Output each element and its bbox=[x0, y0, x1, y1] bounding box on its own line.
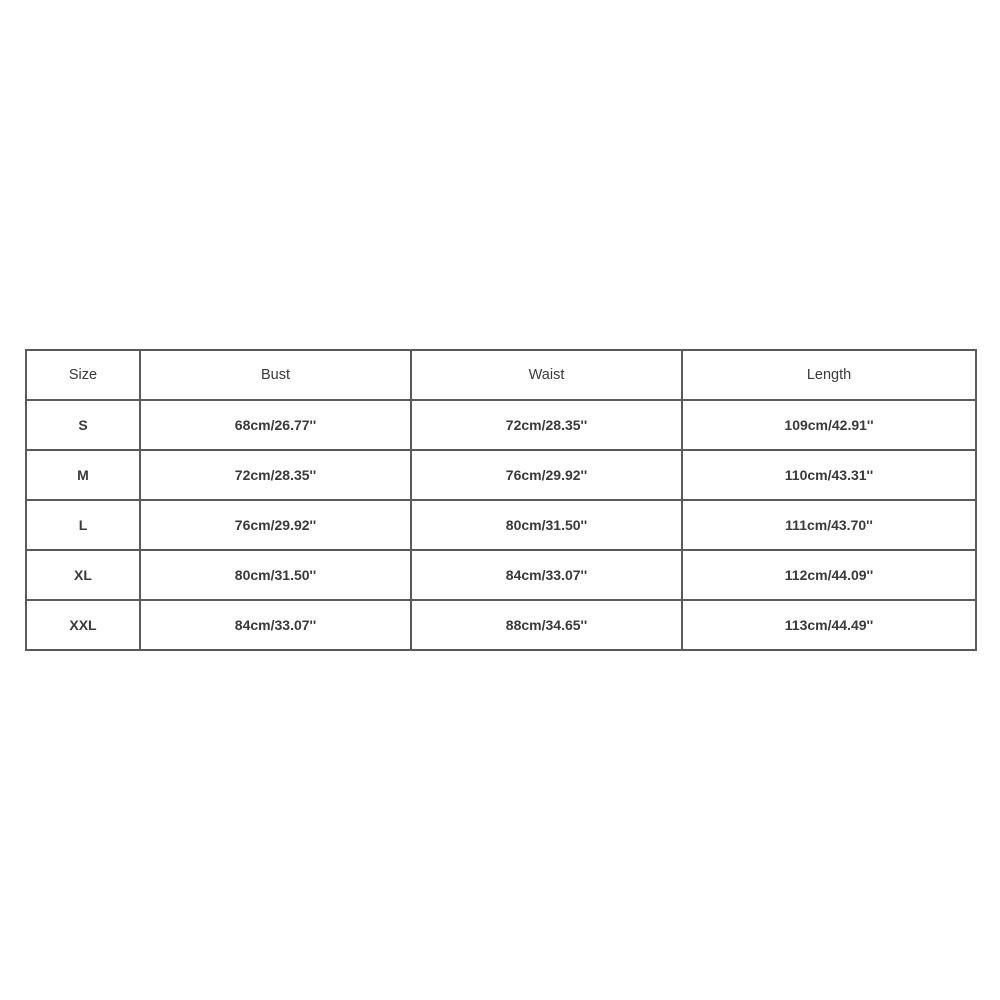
cell-length: 112cm/44.09'' bbox=[682, 550, 976, 600]
cell-size: S bbox=[26, 400, 140, 450]
cell-waist: 88cm/34.65'' bbox=[411, 600, 682, 650]
header-bust: Bust bbox=[140, 350, 411, 400]
cell-waist: 84cm/33.07'' bbox=[411, 550, 682, 600]
cell-size: XL bbox=[26, 550, 140, 600]
cell-length: 111cm/43.70'' bbox=[682, 500, 976, 550]
cell-waist: 80cm/31.50'' bbox=[411, 500, 682, 550]
cell-size: M bbox=[26, 450, 140, 500]
table-header-row bbox=[26, 350, 976, 400]
table-row bbox=[26, 450, 976, 500]
cell-bust: 68cm/26.77'' bbox=[140, 400, 411, 450]
cell-size: XXL bbox=[26, 600, 140, 650]
header-waist: Waist bbox=[411, 350, 682, 400]
cell-length: 109cm/42.91'' bbox=[682, 400, 976, 450]
table-row bbox=[26, 500, 976, 550]
size-chart-table bbox=[25, 349, 977, 651]
cell-waist: 72cm/28.35'' bbox=[411, 400, 682, 450]
cell-bust: 80cm/31.50'' bbox=[140, 550, 411, 600]
cell-length: 110cm/43.31'' bbox=[682, 450, 976, 500]
table-row bbox=[26, 550, 976, 600]
table-row bbox=[26, 400, 976, 450]
cell-length: 113cm/44.49'' bbox=[682, 600, 976, 650]
cell-waist: 76cm/29.92'' bbox=[411, 450, 682, 500]
header-size: Size bbox=[26, 350, 140, 400]
cell-bust: 76cm/29.92'' bbox=[140, 500, 411, 550]
table-row bbox=[26, 600, 976, 650]
header-length: Length bbox=[682, 350, 976, 400]
cell-bust: 72cm/28.35'' bbox=[140, 450, 411, 500]
cell-bust: 84cm/33.07'' bbox=[140, 600, 411, 650]
cell-size: L bbox=[26, 500, 140, 550]
